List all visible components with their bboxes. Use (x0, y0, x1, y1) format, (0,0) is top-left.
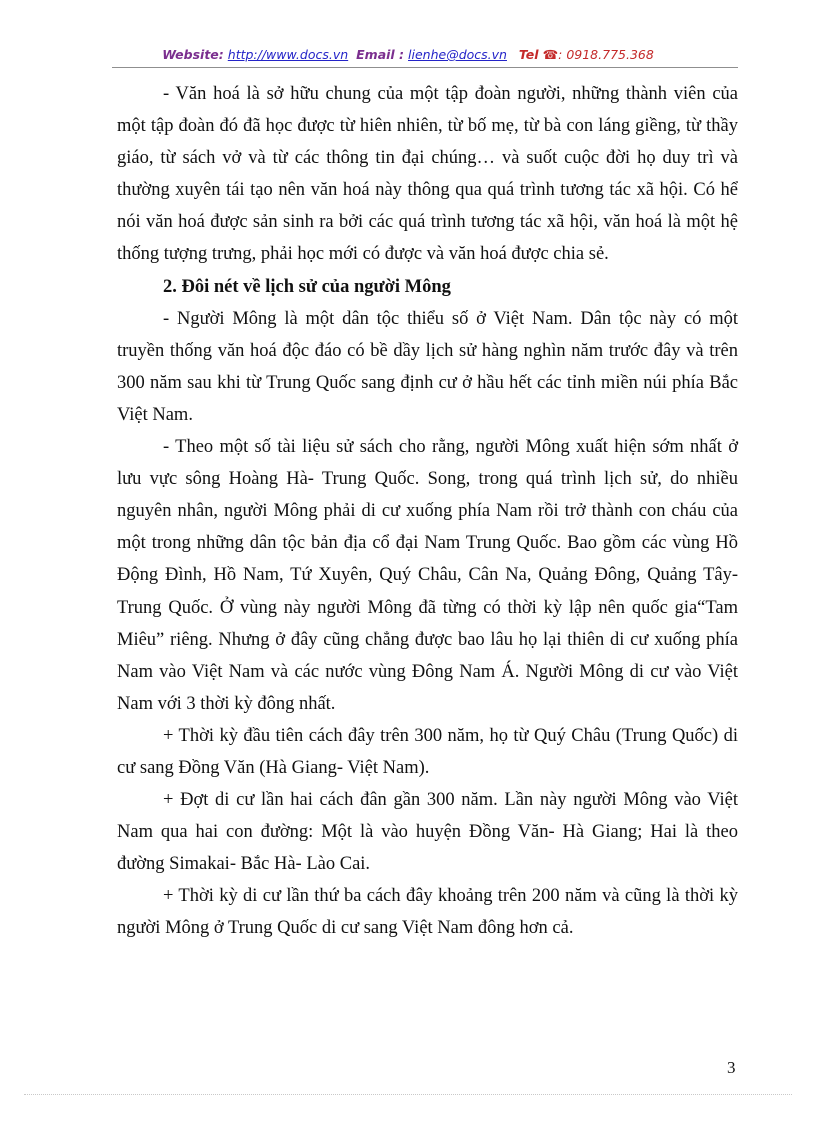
email-label: Email : (356, 47, 405, 62)
tel-number: : 0918.775.368 (558, 47, 654, 62)
page-header (0, 47, 816, 62)
paragraph-third-migration: + Thời kỳ di cư lần thứ ba cách đây khoảng trên 200 năm và cũng là thời kỳ người Mông ở Trung Quốc di cư sang Việt Nam đông hơn cả. (117, 886, 738, 939)
tel-label: Tel (518, 47, 539, 62)
header-divider (112, 67, 738, 68)
paragraph-mong-overview: - Người Mông là một dân tộc thiểu số ở Việt Nam. Dân tộc này có một truyền thống văn hoá độc đáo có bề dầy lịch sử hàng nghìn năm trước đây và trên 300 năm sau khi từ Trung Quốc sang định cư ở hầu hết các tỉnh miền núi phía Bắc Việt Nam. (117, 308, 738, 425)
paragraph-culture-definition: - Văn hoá là sở hữu chung của một tập đoàn người, những thành viên của một tập đoàn đó đã học được từ hiên nhiên, từ bố mẹ, từ bà con láng giềng, từ thầy giáo, từ sách vở và từ các thông tin đại chúng… và suốt cuộc đời họ duy trì và thường xuyên tái tạo nên văn hoá này thông qua quá trình tương tác xã hội. Có hể nói văn hoá được sản sinh ra bởi các quá trình tương tác xã hội, văn hoá là một hệ thống tượng trưng, phải học mới có được và văn hoá được chia sẻ. (117, 84, 738, 265)
page-number: 3 (727, 1058, 736, 1077)
paragraph-second-migration: + Đợt di cư lần hai cách đân gần 300 năm. Lần này người Mông vào Việt Nam qua hai con đường: Một là vào huyện Đồng Văn- Hà Giang; Hai là theo đường Simakai- Bắc Hà- Lào Cai. (117, 790, 738, 875)
document-body (117, 78, 738, 945)
paragraph-first-migration: + Thời kỳ đầu tiên cách đây trên 300 năm, họ từ Quý Châu (Trung Quốc) di cư sang Đồng Văn (Hà Giang- Việt Nam). (117, 725, 738, 778)
paragraph-mong-origin: - Theo một số tài liệu sử sách cho rằng, người Mông xuất hiện sớm nhất ở lưu vực sông Hoàng Hà- Trung Quốc. Song, trong quá trình lịch sử, do nhiều nguyên nhân, người Mông phải di cư xuống phía Nam rồi trở thành con cháu của một trong những dân tộc bản địa cổ đại Nam Trung Quốc. Bao gồm các vùng Hồ Động Đình, Hồ Nam, Tứ Xuyên, Quý Châu, Cân Na, Quảng Đông, Quảng Tây- Trung Quốc. Ở vùng này người Mông đã từng có thời kỳ lập nên quốc gia“Tam Miêu” riêng. Nhưng ở đây cũng chẳng được bao lâu họ lại thiên di cư xuống phía Nam vào Việt Nam và các nước vùng Đông Nam Á. Người Mông di cư vào Việt Nam với 3 thời kỳ đông nhất. (117, 437, 738, 714)
phone-icon: ☎ (542, 47, 559, 62)
section-heading: 2. Đôi nét về lịch sử của người Mông (163, 276, 451, 297)
footer-divider (24, 1094, 792, 1095)
website-label: Website: (162, 47, 224, 62)
website-link[interactable]: http://www.docs.vn (227, 47, 349, 62)
email-link[interactable]: lienhe@docs.vn (408, 47, 507, 62)
